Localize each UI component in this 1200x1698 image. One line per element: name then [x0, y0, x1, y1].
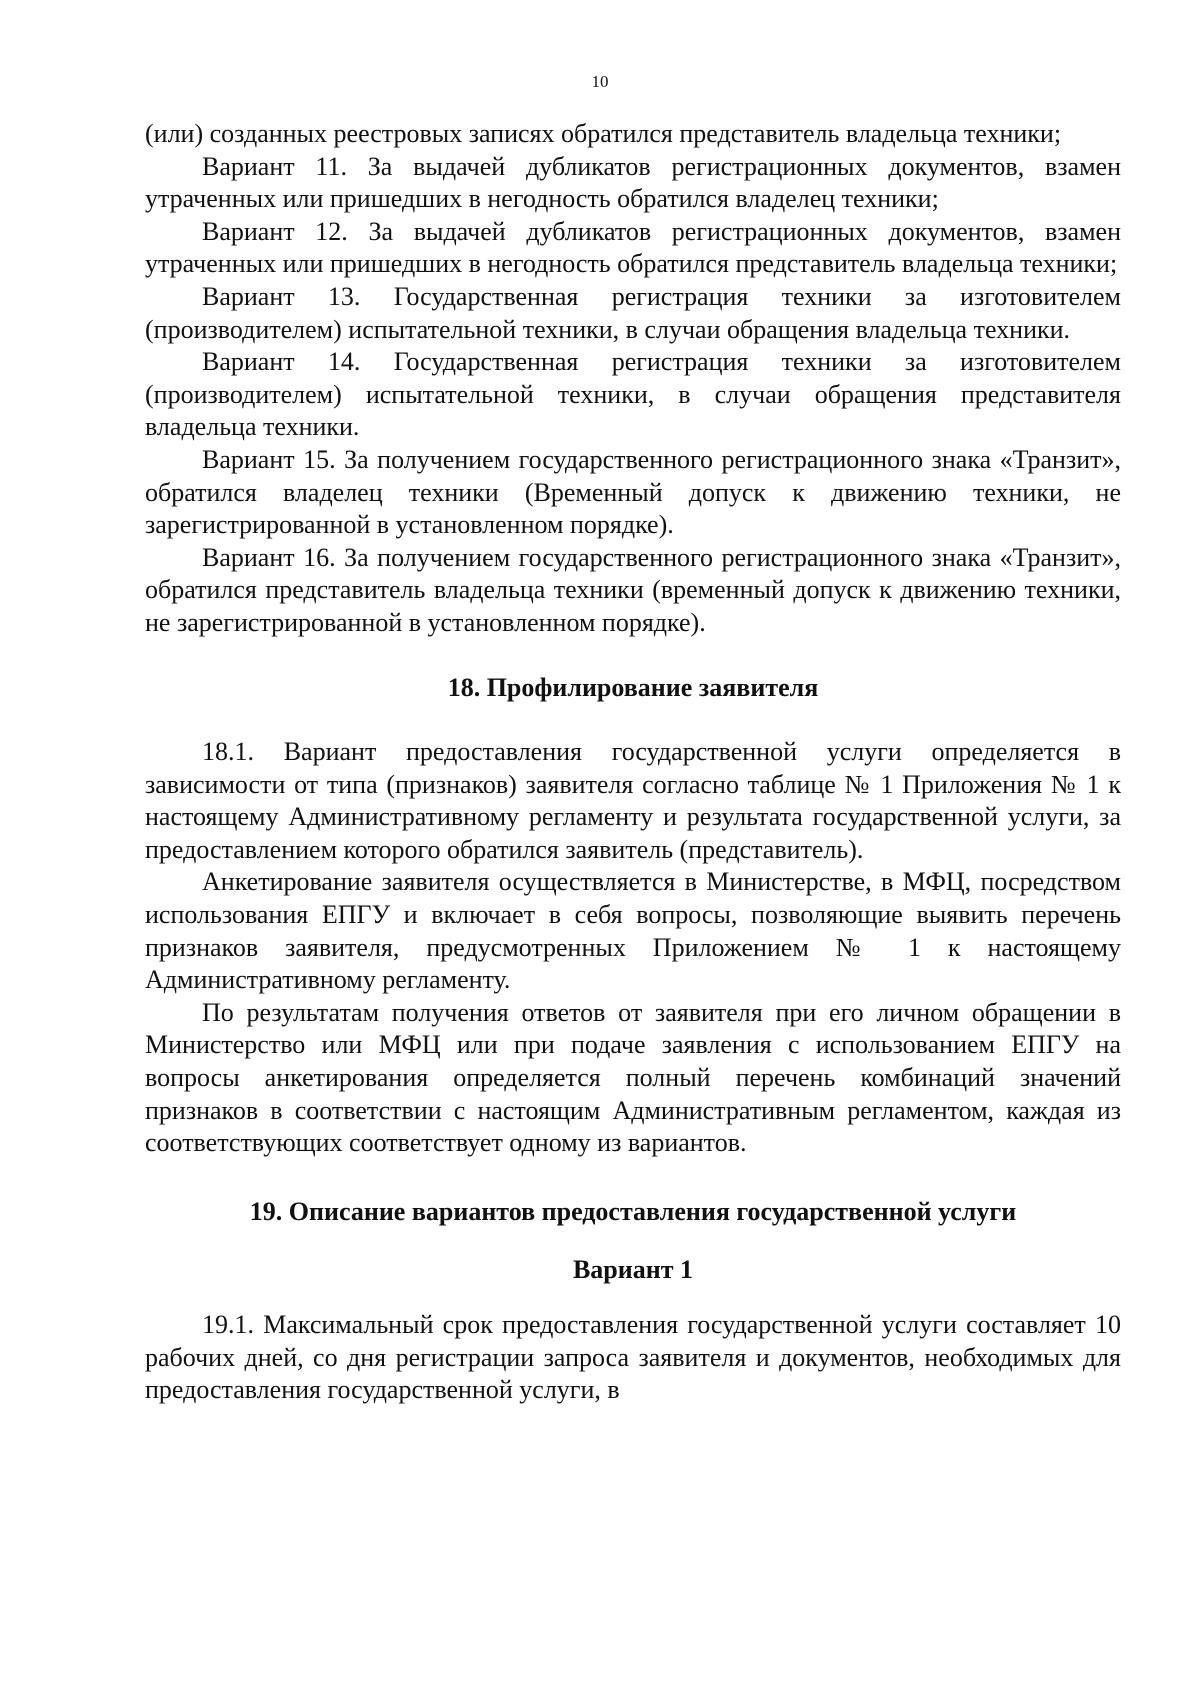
paragraph-variant-12: Вариант 12. За выдачей дубликатов регистрационных документов, взамен утраченных или пришедших в негодность обратился представитель владельца техники; — [145, 216, 1121, 279]
paragraph-18-1: 18.1. Вариант предоставления государственной услуги определяется в зависимости от типа (признаков) заявителя согласно таблице № 1 Приложения № 1 к настоящему Административному регламенту и результата государственной услуги, за предоставлением которого обратился заявитель (представитель). — [145, 737, 1121, 864]
paragraph-variant-16: Вариант 16. За получением государственного регистрационного знака «Транзит», обратился представитель владельца техники (временный допуск к движению техники, не зарегистрированной в установленном порядке). — [145, 542, 1121, 637]
paragraph-variant-14: Вариант 14. Государственная регистрация техники за изготовителем (производителем) испытательной техники, в случаи обращения представителя владельца техники. — [145, 347, 1121, 442]
paragraph-questionnaire: Анкетирование заявителя осуществляется в Министерстве, в МФЦ, посредством использования ЕПГУ и включает в себя вопросы, позволяющие выявить перечень признаков заявителя, предусмотренных Приложением № 1 к настоящему Административному регламенту. — [145, 867, 1121, 995]
section-heading-19: 19. Описание вариантов предоставления государственной услуги — [249, 1196, 1017, 1226]
subheading-variant-1: Вариант 1 — [572, 1255, 694, 1285]
page-number: 10 — [591, 72, 609, 91]
paragraph-variant-15: Вариант 15. За получением государственного регистрационного знака «Транзит», обратился владелец техники (Временный допуск к движению техники, не зарегистрированной в установленном порядке). — [145, 444, 1121, 540]
paragraph-19-1: 19.1. Максимальный срок предоставления государственной услуги составляет 10 рабочих дней, со дня регистрации запроса заявителя и документов, необходимых для предоставления государственной услуги, в — [145, 1310, 1121, 1405]
paragraph-variant-13: Вариант 13. Государственная регистрация техники за изготовителем (производителем) испытательной техники, в случаи обращения владельца техники. — [145, 281, 1121, 344]
section-heading-18: 18. Профилирование заявителя — [447, 672, 819, 702]
paragraph-results: По результатам получения ответов от заявителя при его личном обращении в Министерство или МФЦ или при подаче заявления с использованием ЕПГУ на вопросы анкетирования определяется полный перечень комбинаций значений признаков в соответствии с настоящим Административным регламентом, каждая из соответствующих соответствует одному из вариантов. — [145, 997, 1121, 1158]
paragraph-variant-11: Вариант 11. За выдачей дубликатов регистрационных документов, взамен утраченных или пришедших в негодность обратился владелец техники; — [145, 151, 1121, 214]
document-body — [145, 118, 1121, 1407]
paragraph-continuation: (или) созданных реестровых записях обратился представитель владельца техники; — [145, 119, 1062, 148]
